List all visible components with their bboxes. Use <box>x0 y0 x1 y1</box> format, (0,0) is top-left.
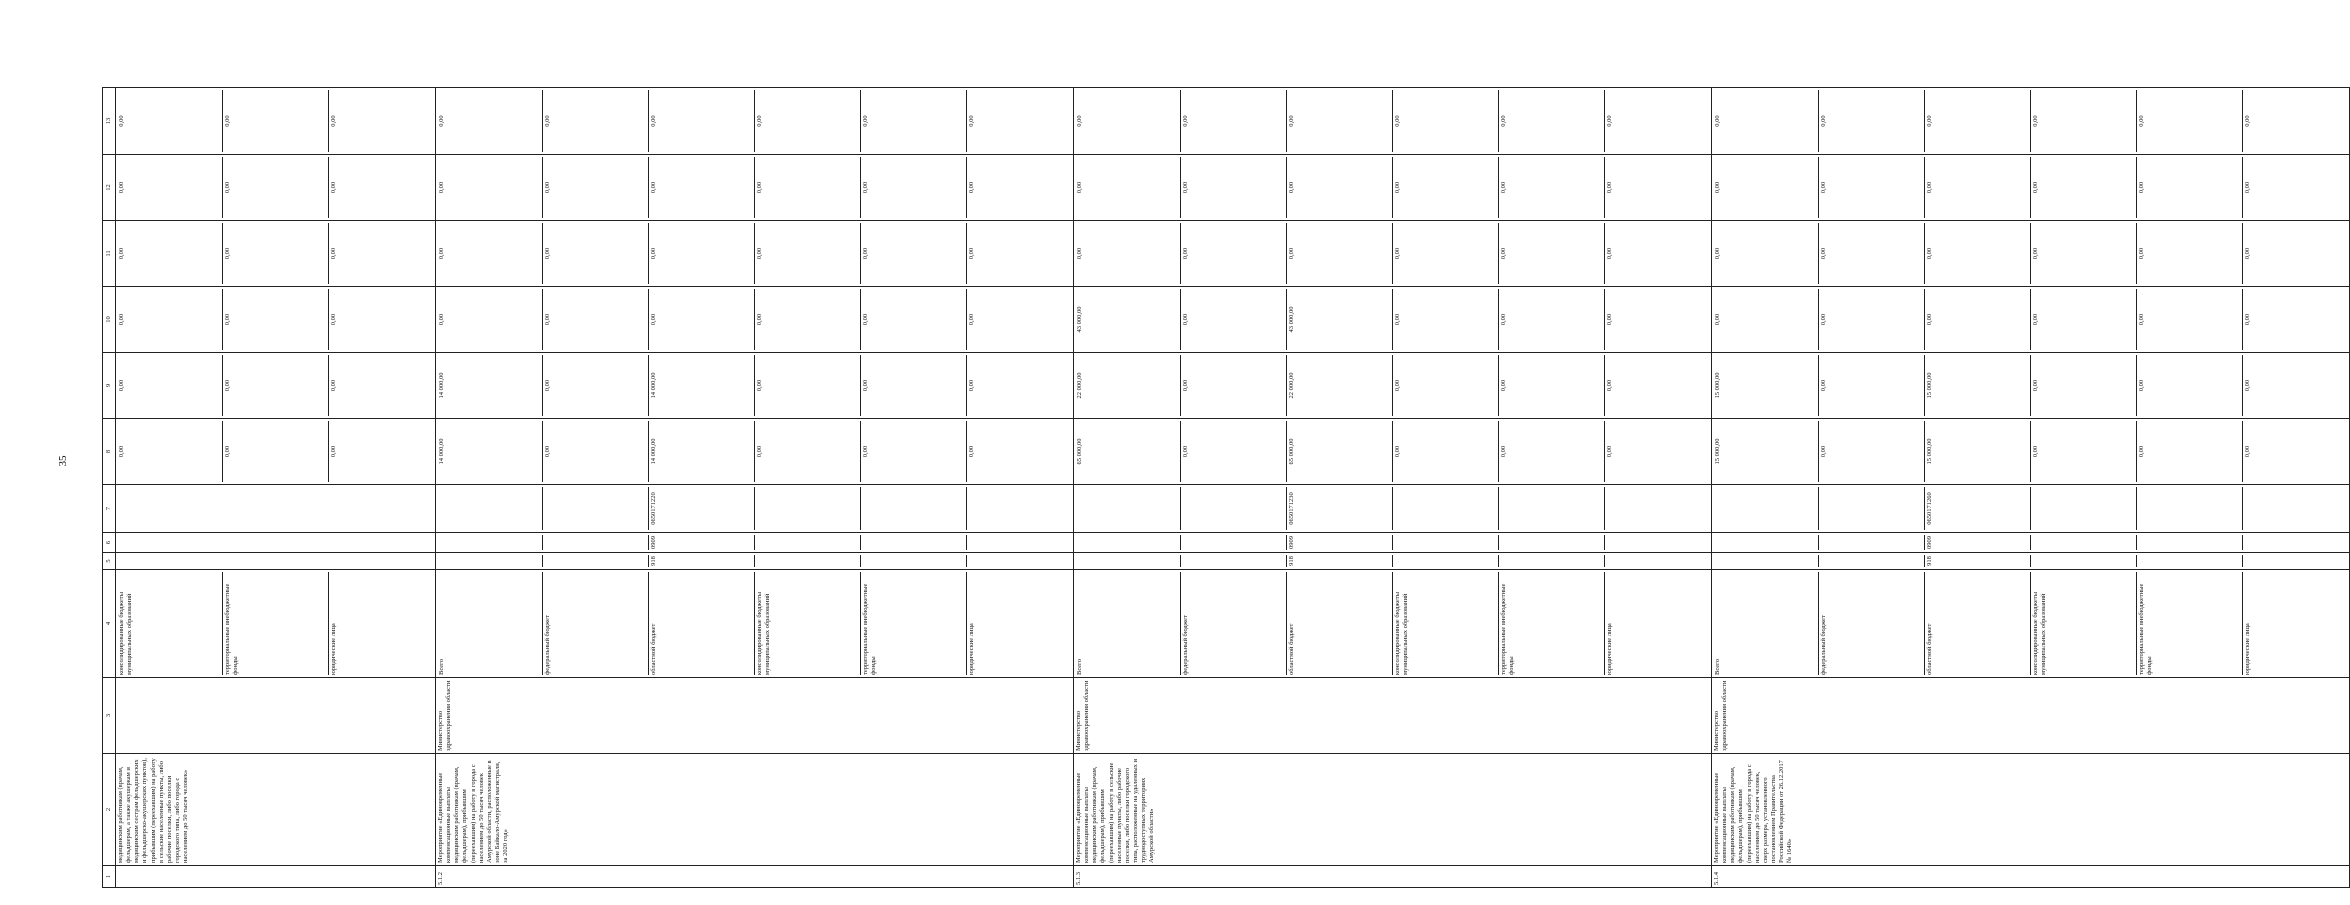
amount-value: 0,00 <box>1606 181 1613 194</box>
column-header: 4 <box>103 570 116 678</box>
amount-value: 15 000,00 <box>1925 421 2031 482</box>
budget-code <box>2243 535 2348 550</box>
amount-value: 0,00 <box>330 445 337 458</box>
funding-source: федеральный бюджет <box>543 572 649 675</box>
amount-cell <box>436 353 1074 419</box>
budget-code <box>861 535 967 550</box>
amount-cell <box>1712 88 2350 155</box>
table-body <box>116 88 2350 888</box>
funding-source: территориальные внебюджетные фонды <box>2137 572 2243 675</box>
amount-value: 0,00 <box>1499 90 1605 152</box>
budget-code-cell <box>1712 485 2350 533</box>
amount-cell <box>436 419 1074 485</box>
program-item-row <box>1074 88 1712 888</box>
budget-code <box>1713 555 1819 567</box>
amount-value: 0,00 <box>1499 157 1605 218</box>
amount-value: 0,00 <box>1925 223 2031 284</box>
amount-value: 0,00 <box>2244 445 2251 458</box>
amount-value: 0,00 <box>543 90 649 152</box>
amount-cell <box>1074 419 1712 485</box>
budget-code <box>1605 555 1710 567</box>
budget-code <box>755 535 861 550</box>
budget-code-cell <box>1074 533 1712 553</box>
column-header: 9 <box>103 353 116 419</box>
amount-value: 0,00 <box>755 421 861 482</box>
funding-source: юридические лица <box>968 623 975 675</box>
amount-value: 0,00 <box>223 90 329 152</box>
budget-code <box>1713 535 1819 550</box>
budget-code <box>1075 535 1181 550</box>
amount-value: 0,00 <box>968 181 975 194</box>
amount-value: 0,00 <box>1606 445 1613 458</box>
amount-value: 0,00 <box>1181 421 1287 482</box>
funding-source: территориальные внебюджетные фонды <box>223 572 329 675</box>
amount-value: 0,00 <box>223 223 329 284</box>
amount-value: 0,00 <box>1819 289 1925 350</box>
code-7 <box>116 485 436 533</box>
amount-value: 0,00 <box>861 421 967 482</box>
amount-value: 0,00 <box>1606 247 1613 260</box>
budget-code <box>1713 487 1819 530</box>
amount-value: 22 000,00 <box>1287 355 1393 416</box>
amount-value: 0,00 <box>117 355 223 416</box>
amount-value: 14 000,00 <box>649 421 755 482</box>
amount-value: 0,00 <box>1181 157 1287 218</box>
budget-code <box>1499 535 1605 550</box>
amount-value: 0,00 <box>2137 223 2243 284</box>
amount-value: 0,00 <box>437 289 543 350</box>
amount-value: 0,00 <box>223 355 329 416</box>
amount-value: 0,00 <box>2137 355 2243 416</box>
budget-code <box>1819 487 1925 530</box>
amount-value: 0,00 <box>330 181 337 194</box>
amount-value: 0,00 <box>437 223 543 284</box>
amount-value: 0,00 <box>2244 181 2251 194</box>
executor: Министерство здравоохранения области <box>1712 678 2350 754</box>
amount-cell <box>116 419 436 485</box>
amount-value: 22 000,00 <box>1075 355 1181 416</box>
budget-code <box>1181 487 1287 530</box>
amount-value: 0,00 <box>223 157 329 218</box>
budget-code <box>543 555 649 567</box>
funding-source: юридические лица <box>330 623 337 675</box>
amount-value: 43 000,00 <box>1075 289 1181 350</box>
budget-code: 0909 <box>649 535 755 550</box>
amount-cell <box>1074 287 1712 353</box>
amount-value: 0,00 <box>968 313 975 326</box>
executor-cell <box>116 678 436 754</box>
amount-value: 0,00 <box>861 289 967 350</box>
amount-value: 0,00 <box>1181 289 1287 350</box>
budget-code: 918 <box>1925 555 2031 567</box>
amount-value: 0,00 <box>649 157 755 218</box>
column-header: 1 <box>103 866 116 888</box>
amount-value: 0,00 <box>330 115 337 127</box>
amount-value: 0,00 <box>223 421 329 482</box>
column-header: 5 <box>103 553 116 570</box>
budget-code <box>967 555 1072 567</box>
rotated-table-content <box>102 88 2251 888</box>
amount-cell <box>436 155 1074 221</box>
budget-code <box>861 487 967 530</box>
funding-source: Всего <box>437 572 543 675</box>
amount-value: 0,00 <box>1393 421 1499 482</box>
amount-value: 0,00 <box>117 421 223 482</box>
budget-code <box>755 555 861 567</box>
amount-value: 0,00 <box>968 379 975 392</box>
column-header: 3 <box>103 678 116 754</box>
amount-value: 0,00 <box>117 289 223 350</box>
amount-value: 0,00 <box>1713 90 1819 152</box>
amount-value: 0,00 <box>1075 223 1181 284</box>
amount-value: 0,00 <box>437 157 543 218</box>
amount-cell <box>116 287 436 353</box>
amount-value: 0,00 <box>1606 115 1613 127</box>
amount-value: 0,00 <box>2244 379 2251 392</box>
amount-value: 0,00 <box>1499 289 1605 350</box>
amount-value: 0,00 <box>968 247 975 260</box>
budget-code <box>1393 487 1499 530</box>
budget-code-cell <box>436 533 1074 553</box>
amount-cell <box>1712 155 2350 221</box>
amount-value: 15 000,00 <box>1925 355 2031 416</box>
amount-value: 14 000,00 <box>649 355 755 416</box>
item-description: Мероприятие «Единовременные компенсационные выплаты медицинским работникам (врачам, фельдшерам), прибывшим (переехавшим) на работу в города с населением до 50 тысяч человек Амурской области, расположенные в зоне Байкало-Амурской магистрали, за 2020 год» <box>436 754 1074 866</box>
amount-value: 0,00 <box>223 289 329 350</box>
budget-code <box>967 535 1072 550</box>
budget-code <box>2137 535 2243 550</box>
amount-value: 0,00 <box>543 223 649 284</box>
amount-value: 0,00 <box>2031 157 2137 218</box>
amount-value: 0,00 <box>1925 289 2031 350</box>
column-header: 13 <box>103 88 116 155</box>
item-number: 5.1.3 <box>1074 866 1712 888</box>
amount-value: 0,00 <box>2137 90 2243 152</box>
amount-value: 0,00 <box>1075 90 1181 152</box>
column-header: 10 <box>103 287 116 353</box>
amount-value: 0,00 <box>2137 289 2243 350</box>
continuation-row <box>116 88 436 888</box>
amount-cell <box>436 221 1074 287</box>
amount-value: 0,00 <box>1393 157 1499 218</box>
budget-code <box>543 487 649 530</box>
program-item-row <box>1712 88 2350 888</box>
funding-source: юридические лица <box>1606 623 1613 675</box>
code-6 <box>116 533 436 553</box>
amount-value: 0,00 <box>755 90 861 152</box>
amount-value: 0,00 <box>330 247 337 260</box>
column-header: 11 <box>103 221 116 287</box>
source-cell <box>1712 570 2350 678</box>
amount-value: 0,00 <box>968 115 975 127</box>
header-row <box>103 88 116 888</box>
amount-value: 0,00 <box>1606 313 1613 326</box>
amount-value: 0,00 <box>2031 289 2137 350</box>
budget-code <box>2031 487 2137 530</box>
amount-value: 0,00 <box>2137 421 2243 482</box>
amount-value: 0,00 <box>330 313 337 326</box>
amount-value: 0,00 <box>2031 90 2137 152</box>
amount-cell <box>1074 353 1712 419</box>
budget-code <box>1605 487 1710 530</box>
funding-source: консолидированные бюджеты муниципальных образований <box>1393 572 1499 675</box>
budget-code <box>1819 535 1925 550</box>
column-header: 7 <box>103 485 116 533</box>
amount-value: 0,00 <box>649 90 755 152</box>
amount-value: 0,00 <box>649 223 755 284</box>
budget-code <box>2031 555 2137 567</box>
amount-cell <box>1074 221 1712 287</box>
executor: Министерство здравоохранения области <box>436 678 1074 754</box>
item-description: Мероприятие «Единовременные компенсационные выплаты медицинским работникам (врачам, фельдшерам), прибывшим (переехавшим) на работу в сельские населенные пункты, либо рабочие поселки, либо поселки городского типа, расположенные на удаленных и труднодоступных территориях Амурской области» <box>1074 754 1712 866</box>
amount-value: 0,00 <box>1925 90 2031 152</box>
amount-value: 0,00 <box>330 379 337 392</box>
funding-source: консолидированные бюджеты муниципальных образований <box>755 572 861 675</box>
program-item-row <box>436 88 1074 888</box>
amount-value: 0,00 <box>1181 90 1287 152</box>
amount-value: 0,00 <box>1925 157 2031 218</box>
amount-value: 0,00 <box>1287 157 1393 218</box>
budget-code: 0650171230 <box>1287 487 1393 530</box>
amount-value: 0,00 <box>1819 421 1925 482</box>
amount-value: 0,00 <box>1819 223 1925 284</box>
amount-value: 14 000,00 <box>437 355 543 416</box>
amount-value: 0,00 <box>1499 421 1605 482</box>
amount-value: 0,00 <box>1819 90 1925 152</box>
executor: Министерство здравоохранения области <box>1074 678 1712 754</box>
amount-value: 0,00 <box>861 355 967 416</box>
amount-value: 0,00 <box>2031 355 2137 416</box>
budget-code <box>2137 487 2243 530</box>
budget-code-cell <box>1712 553 2350 570</box>
amount-value: 0,00 <box>543 421 649 482</box>
amount-value: 0,00 <box>649 289 755 350</box>
budget-code <box>2137 555 2243 567</box>
budget-code <box>2031 535 2137 550</box>
rotated-table-frame <box>102 88 2251 888</box>
budget-code <box>755 487 861 530</box>
funding-source: областной бюджет <box>1287 572 1393 675</box>
amount-value: 0,00 <box>1393 223 1499 284</box>
funding-source: консолидированные бюджеты муниципальных образований <box>2031 572 2137 675</box>
amount-value: 0,00 <box>1181 223 1287 284</box>
amount-value: 0,00 <box>1819 157 1925 218</box>
amount-value: 14 000,00 <box>437 421 543 482</box>
amount-value: 0,00 <box>1393 90 1499 152</box>
amount-value: 0,00 <box>1287 90 1393 152</box>
amount-value: 0,00 <box>543 157 649 218</box>
amount-value: 0,00 <box>861 90 967 152</box>
budget-code <box>1499 555 1605 567</box>
funding-source: федеральный бюджет <box>1181 572 1287 675</box>
amount-value: 0,00 <box>2244 247 2251 260</box>
amount-value: 0,00 <box>437 90 543 152</box>
amount-cell <box>1074 155 1712 221</box>
budget-code <box>1393 555 1499 567</box>
amount-value: 0,00 <box>2244 313 2251 326</box>
amount-value: 0,00 <box>1713 289 1819 350</box>
source-cell <box>1074 570 1712 678</box>
budget-code <box>437 555 543 567</box>
column-header: 8 <box>103 419 116 485</box>
budget-code <box>1499 487 1605 530</box>
budget-code <box>1075 487 1181 530</box>
amount-value: 0,00 <box>543 289 649 350</box>
item-number: 5.1.2 <box>436 866 1074 888</box>
budget-code <box>2243 555 2348 567</box>
column-header: 12 <box>103 155 116 221</box>
funding-source: территориальные внебюджетные фонды <box>861 572 967 675</box>
amount-value: 0,00 <box>1075 157 1181 218</box>
budget-code <box>1393 535 1499 550</box>
budget-code <box>437 487 543 530</box>
funding-source: Всего <box>1075 572 1181 675</box>
amount-value: 0,00 <box>2244 115 2251 127</box>
column-header: 2 <box>103 754 116 866</box>
amount-cell <box>116 353 436 419</box>
budget-code: 0650171260 <box>1925 487 2031 530</box>
budget-code <box>1819 555 1925 567</box>
budget-code: 0909 <box>1925 535 2031 550</box>
budget-code-cell <box>436 553 1074 570</box>
budget-code <box>967 487 1072 530</box>
amount-cell <box>116 155 436 221</box>
funding-source: юридические лица <box>2244 623 2251 675</box>
amount-value: 0,00 <box>117 90 223 152</box>
amount-value: 0,00 <box>1499 355 1605 416</box>
item-number-cell <box>116 866 436 888</box>
budget-code-cell <box>436 485 1074 533</box>
amount-value: 0,00 <box>543 355 649 416</box>
budget-code: 918 <box>649 555 755 567</box>
amount-value: 0,00 <box>1499 223 1605 284</box>
funding-source: федеральный бюджет <box>1819 572 1925 675</box>
amount-cell <box>436 88 1074 155</box>
item-number: 5.1.4 <box>1712 866 2350 888</box>
amount-cell <box>1712 287 2350 353</box>
amount-value: 0,00 <box>755 289 861 350</box>
amount-value: 0,00 <box>755 157 861 218</box>
amount-value: 0,00 <box>861 223 967 284</box>
amount-value: 0,00 <box>2031 421 2137 482</box>
amount-cell <box>116 88 436 155</box>
amount-value: 0,00 <box>2137 157 2243 218</box>
budget-code-cell <box>1074 485 1712 533</box>
budget-table <box>102 87 2350 888</box>
amount-value: 0,00 <box>1287 223 1393 284</box>
amount-value: 0,00 <box>1181 355 1287 416</box>
amount-cell <box>1712 221 2350 287</box>
amount-cell <box>1074 88 1712 155</box>
amount-cell <box>1712 419 2350 485</box>
item-description: медицинским работникам (врачам, фельдшерам, а также акушеркам и медицинским сестрам фельдшерских и фельдшерско-акушерских пунктов), прибывшим (переехавшим) на работу в сельские населенные пункты, либо рабочие поселки, либо поселки городского типа, либо города с населением до 50 тысяч человек» <box>116 754 436 866</box>
amount-value: 0,00 <box>1393 289 1499 350</box>
page-number: 35 <box>57 455 69 467</box>
budget-code: 918 <box>1287 555 1393 567</box>
amount-cell <box>436 287 1074 353</box>
amount-value: 0,00 <box>117 157 223 218</box>
amount-value: 0,00 <box>117 223 223 284</box>
amount-value: 43 000,00 <box>1287 289 1393 350</box>
amount-value: 0,00 <box>1819 355 1925 416</box>
amount-value: 0,00 <box>968 445 975 458</box>
amount-cell <box>1712 353 2350 419</box>
column-header: 6 <box>103 533 116 553</box>
code-5 <box>116 553 436 570</box>
budget-code <box>861 555 967 567</box>
amount-value: 0,00 <box>755 355 861 416</box>
amount-value: 0,00 <box>755 223 861 284</box>
amount-value: 0,00 <box>1713 223 1819 284</box>
funding-source: консолидированные бюджеты муниципальных образований <box>117 572 223 675</box>
amount-value: 15 000,00 <box>1713 421 1819 482</box>
amount-value: 15 000,00 <box>1713 355 1819 416</box>
amount-value: 0,00 <box>861 157 967 218</box>
budget-code <box>437 535 543 550</box>
amount-value: 65 000,00 <box>1287 421 1393 482</box>
budget-code: 0909 <box>1287 535 1393 550</box>
budget-code <box>1075 555 1181 567</box>
source-cell <box>436 570 1074 678</box>
amount-value: 65 000,00 <box>1075 421 1181 482</box>
funding-source: территориальные внебюджетные фонды <box>1499 572 1605 675</box>
funding-source: областной бюджет <box>649 572 755 675</box>
budget-code <box>1181 555 1287 567</box>
amount-value: 0,00 <box>1713 157 1819 218</box>
amount-value: 0,00 <box>1606 379 1613 392</box>
budget-code-cell <box>1712 533 2350 553</box>
budget-code <box>1605 535 1710 550</box>
budget-code <box>2243 487 2348 530</box>
budget-code <box>543 535 649 550</box>
amount-value: 0,00 <box>1393 355 1499 416</box>
amount-value: 0,00 <box>2031 223 2137 284</box>
budget-code-cell <box>1074 553 1712 570</box>
budget-code <box>1181 535 1287 550</box>
source-cell <box>116 570 436 678</box>
funding-source: областной бюджет <box>1925 572 2031 675</box>
item-description: Мероприятие «Единовременные компенсационные выплаты медицинским работникам (врачам, фельдшерам), прибывшим (переехавшим) на работу в города с населением до 50 тысяч человек, сверх размера, установленного постановлением Правительства Российской Федерации от 26.12.2017 № 1640» <box>1712 754 2350 866</box>
amount-cell <box>116 221 436 287</box>
budget-code: 0650171220 <box>649 487 755 530</box>
funding-source: Всего <box>1713 572 1819 675</box>
